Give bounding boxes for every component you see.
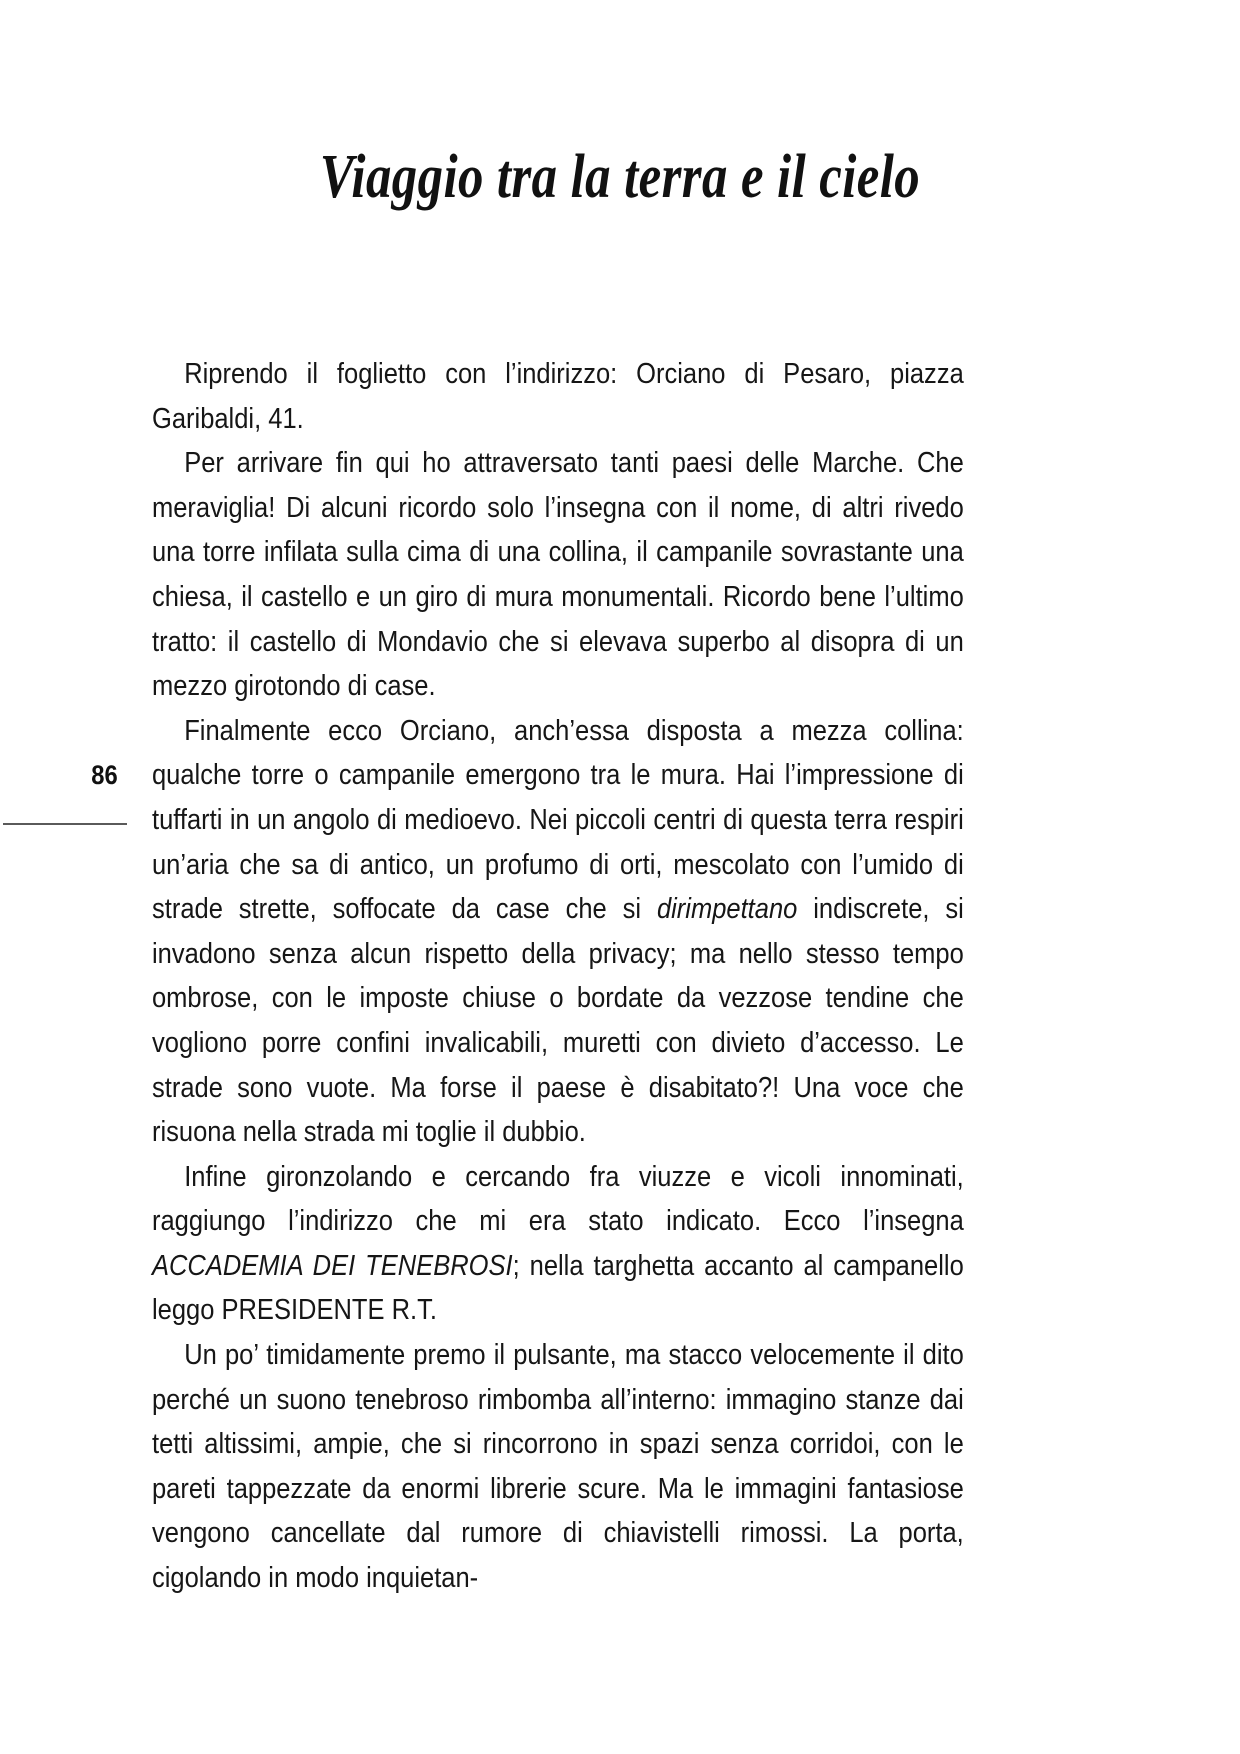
emphasis-accademia-dei-tenebrosi: ACCADEMIA DEI TENEBROSI [152,1249,513,1282]
folio-rule [3,823,127,825]
paragraph-3 [152,709,964,1155]
paragraph-text-lead: Infine gironzolando e cercando fra viuzze e vicoli innominati, raggiungo l’indirizzo che mi era stato indicato. Ecco l’insegna [152,1160,964,1238]
paragraph-text: Per arrivare fin qui ho attraversato tanti paesi delle Marche. Che meraviglia! Di alcuni ricordo solo l’insegna con il nome, di altri rivedo una torre infilata sulla cima di una collina, il campanile sovrastante una chiesa, il castello e un giro di mura monumentali. Ricordo bene l’ultimo tratto: il castello di Mondavio che si elevava superbo al disopra di un mezzo girotondo di case. [152,447,964,703]
paragraph-4 [152,1155,964,1333]
paragraph-text-tail: indiscrete, si invadono senza alcun rispetto della privacy; ma nello stesso tempo ombrose, con le imposte chiuse o bordate da vezzose tendine che vogliono porre confini invalicabili, muretti con divieto d’accesso. Le strade sono vuote. Ma forse il paese è disabitato?! Una voce che risuona nella strada mi toglie il dubbio. [152,893,964,1149]
emphasis-dirimpettano: dirimpettano [656,893,798,926]
paragraph-5 [152,1333,964,1601]
page-title: Viaggio tra la terra e il cielo [319,142,921,211]
paragraph-1 [152,352,964,441]
paragraph-text: Riprendo il foglietto con l’indirizzo: Orciano di Pesaro, piazza Garibaldi, 41. [152,358,964,435]
paragraph-text-lead: Finalmente ecco Orciano, anch’essa disposta a mezza collina: qualche torre o campanile emergono tra le mura. Hai l’impressione di tuffarti in un angolo di medioevo. Nei piccoli centri di questa terra respiri un’aria che sa di antico, un profumo di orti, mescolato con l’umido di strade strette, soffocate da case che si [152,714,964,926]
paragraph-text-tail: ; nella targhetta accanto al campanello leggo PRESIDENTE R.T. [152,1249,964,1327]
paragraph-text: Un po’ timidamente premo il pulsante, ma stacco velocemente il dito perché un suono tenebroso rimbomba all’interno: immagino stanze dai tetti altissimi, ampie, che si rincorrono in spazi senza corridoi, con le pareti tappezzate da enormi librerie scure. Ma le immagini fantasiose vengono cancellate dal rumore di chiavistelli rimossi. La porta, cigolando in modo inquietan- [152,1339,964,1595]
paragraph-2 [152,441,964,709]
body-text-block [152,352,964,1601]
page-number: 86 [91,760,118,790]
folio [0,762,130,825]
